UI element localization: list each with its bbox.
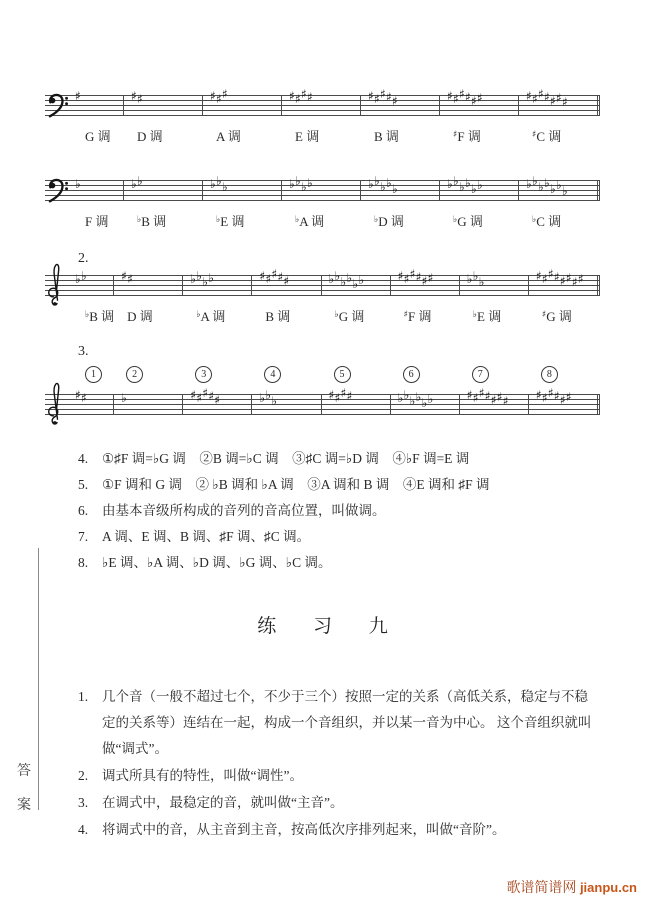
key-signature-cell (114, 369, 183, 415)
key-signature-accidentals (210, 173, 228, 194)
flat-accidental-icon: ♭ (409, 394, 416, 408)
sharp-accidental-icon: ♯ (565, 390, 572, 404)
exercise-list (45, 684, 600, 843)
accidental-prefix: ♭ (196, 310, 201, 320)
sharp-accidental-icon: ♯ (386, 90, 392, 104)
sharp-accidental-icon: ♯ (368, 89, 374, 103)
key-signature-accidentals (328, 386, 353, 405)
key-signature-accidentals (397, 267, 434, 288)
key-signature-cell (282, 174, 361, 229)
sharp-accidental-icon: ♯ (541, 391, 548, 405)
flat-accidental-icon: ♭ (544, 176, 550, 190)
flat-accidental-icon: ♭ (478, 275, 485, 289)
sharp-accidental-icon: ♯ (553, 389, 560, 403)
key-signature-cell (45, 89, 124, 144)
sharp-accidental-icon: ♯ (541, 272, 548, 286)
sharp-accidental-icon: ♯ (271, 267, 278, 281)
exercise-line (45, 684, 600, 762)
sharp-accidental-icon: ♯ (346, 389, 353, 403)
key-label: ♭A 调 (295, 214, 325, 229)
flat-accidental-icon: ♭ (465, 176, 471, 190)
staves (45, 87, 600, 420)
answer-line (45, 554, 600, 571)
sharp-accidental-icon: ♯ (216, 92, 222, 106)
line-text: 几个音（一般不超过七个，不少于三个）按照一定的关系（高低关系，稳定与不稳定的关系等）连结在一起，构成一个音组织，并以某一音为中心。 这个音组织就叫做“调式”。 (102, 689, 592, 756)
key-signature-cell (322, 369, 391, 415)
key-signature-cell (440, 87, 519, 144)
margin-rule (38, 548, 39, 810)
sharp-accidental-icon: ♯ (289, 89, 295, 103)
flat-accidental-icon: ♭ (222, 180, 228, 194)
accidental-prefix: ♯ (403, 310, 408, 320)
key-signature-cell (391, 369, 460, 415)
line-number: 2. (78, 768, 89, 783)
flat-accidental-icon: ♭ (471, 182, 477, 196)
flat-accidental-icon: ♭ (447, 177, 453, 191)
sharp-accidental-icon: ♯ (307, 90, 313, 104)
key-signature-accidentals (535, 386, 572, 407)
flat-accidental-icon: ♭ (334, 269, 341, 283)
sharp-accidental-icon: ♯ (214, 393, 221, 407)
flat-accidental-icon: ♭ (562, 184, 568, 198)
musical-staff (45, 87, 600, 144)
key-label: B 调 (265, 309, 291, 324)
flat-accidental-icon: ♭ (374, 174, 380, 188)
sharp-accidental-icon: ♯ (472, 391, 479, 405)
sharp-accidental-icon: ♯ (471, 94, 477, 108)
sharp-accidental-icon: ♯ (409, 267, 416, 281)
line-number: 4. (78, 822, 89, 837)
flat-accidental-icon: ♭ (196, 269, 202, 283)
sharp-accidental-icon: ♯ (562, 95, 568, 109)
line-text: ①F 调和 G 调 ② ♭B 调和 ♭A 调 ③A 调和 B 调 ④E 调和 ♯F 调 (102, 477, 490, 492)
key-signature-cell (440, 174, 519, 229)
key-label: F 调 (85, 214, 109, 229)
answers-sidebar-label (14, 760, 34, 828)
key-label: ♯F 调 (453, 129, 481, 144)
key-label: ♯G 调 (541, 309, 572, 324)
key-signature-accidentals (75, 88, 81, 103)
sharp-accidental-icon: ♯ (535, 388, 542, 402)
bass-clef-icon (46, 177, 70, 204)
sharp-accidental-icon: ♯ (577, 272, 584, 286)
sharp-accidental-icon: ♯ (547, 386, 554, 400)
line-number: 3. (78, 795, 89, 810)
sharp-accidental-icon: ♯ (484, 389, 491, 403)
sharp-accidental-icon: ♯ (556, 91, 562, 105)
sharp-accidental-icon: ♯ (553, 270, 560, 284)
watermark-site-url: jianpu.cn (579, 880, 637, 895)
flat-accidental-icon: ♭ (453, 174, 459, 188)
flat-accidental-icon: ♭ (532, 174, 538, 188)
bass-clef-icon (46, 92, 70, 119)
key-signature-cell (361, 87, 440, 144)
line-text: 由基本音级所构成的音列的音高位置，叫做调。 (102, 503, 386, 518)
sharp-accidental-icon: ♯ (478, 386, 485, 400)
sharp-accidental-icon: ♯ (466, 388, 473, 402)
sharp-accidental-icon: ♯ (127, 272, 133, 286)
flat-accidental-icon: ♭ (340, 275, 347, 289)
key-signature-accidentals (259, 267, 290, 288)
sharp-accidental-icon: ♯ (459, 87, 465, 101)
sharp-accidental-icon: ♯ (190, 388, 197, 402)
key-label: ♯C 调 (532, 129, 562, 144)
sharp-accidental-icon: ♯ (447, 89, 453, 103)
sharp-accidental-icon: ♯ (502, 394, 509, 408)
accidental-prefix: ♯ (532, 130, 537, 140)
flat-accidental-icon: ♭ (216, 174, 222, 188)
list-item-number: 3. (78, 344, 89, 359)
key-signature-accidentals (131, 173, 143, 191)
key-signature-accidentals (368, 173, 398, 196)
key-signature-accidentals (368, 87, 398, 108)
line-text: 调式所具有的特性，叫做“调性”。 (102, 768, 303, 783)
key-signature-accidentals (75, 268, 87, 286)
line-text: 将调式中的音，从主音到主音，按高低次序排列起来，叫做“音阶”。 (102, 822, 506, 837)
circled-number: 3 (195, 366, 212, 383)
key-signature-accidentals (466, 268, 485, 289)
key-label: ♭G 调 (334, 309, 365, 324)
key-label: ♭G 调 (453, 214, 483, 229)
sharp-accidental-icon: ♯ (301, 87, 307, 101)
sharp-accidental-icon: ♯ (465, 90, 471, 104)
sharp-accidental-icon: ♯ (222, 87, 228, 101)
sharp-accidental-icon: ♯ (283, 274, 290, 288)
sharp-accidental-icon: ♯ (81, 391, 87, 405)
key-signature-accidentals (447, 87, 483, 108)
sharp-accidental-icon: ♯ (340, 386, 347, 400)
sharp-accidental-icon: ♯ (259, 269, 266, 283)
flat-accidental-icon: ♭ (208, 271, 214, 285)
accidental-prefix: ♭ (216, 215, 221, 225)
key-signature-cell (252, 267, 321, 324)
key-label: ♭E 调 (472, 309, 502, 324)
key-signature-cell (519, 87, 600, 144)
watermark-site-name: 歌谱简谱网 (506, 881, 577, 896)
answer-line (45, 450, 600, 467)
flat-accidental-icon: ♭ (358, 273, 365, 287)
flat-accidental-icon: ♭ (121, 391, 127, 405)
key-signature-cell (45, 269, 115, 324)
key-label: E 调 (295, 129, 320, 144)
sharp-accidental-icon: ♯ (547, 267, 554, 281)
sharp-accidental-icon: ♯ (526, 89, 532, 103)
sharp-accidental-icon: ♯ (75, 388, 81, 402)
line-text: 在调式中，最稳定的音，就叫做“主音”。 (102, 795, 344, 810)
key-signature-cell (391, 267, 460, 324)
key-label: ♭E 调 (216, 214, 245, 229)
sharp-accidental-icon: ♯ (131, 89, 137, 103)
answers-char-bottom: 案 (17, 798, 31, 813)
flat-accidental-icon: ♭ (202, 275, 208, 289)
sharp-accidental-icon: ♯ (544, 90, 550, 104)
key-label: ♭A 调 (196, 309, 226, 324)
key-label: G 调 (85, 129, 111, 144)
staff-system (45, 369, 600, 420)
accidental-prefix: ♯ (541, 310, 547, 320)
watermark (506, 877, 637, 897)
sharp-accidental-icon: ♯ (532, 92, 538, 106)
key-signature-cell (252, 369, 321, 415)
flat-accidental-icon: ♭ (421, 396, 428, 410)
answers-char-top: 答 (17, 764, 31, 779)
flat-accidental-icon: ♭ (466, 272, 473, 286)
key-signature-cell (460, 369, 529, 415)
exercise-line (45, 817, 600, 843)
flat-accidental-icon: ♭ (472, 269, 479, 283)
sharp-accidental-icon: ♯ (559, 393, 566, 407)
line-number: 1. (78, 689, 89, 704)
section-heading: 练 习 九 (257, 616, 404, 637)
flat-accidental-icon: ♭ (427, 392, 434, 406)
key-signature-cell (519, 174, 600, 229)
key-signature-accidentals (397, 387, 434, 410)
key-signature-accidentals (259, 387, 278, 408)
exercise-line (45, 763, 600, 789)
accidental-prefix: ♭ (532, 215, 537, 225)
sharp-accidental-icon: ♯ (277, 270, 284, 284)
exercise-line (45, 790, 600, 816)
sharp-accidental-icon: ♯ (550, 94, 556, 108)
flat-accidental-icon: ♭ (190, 272, 196, 286)
sharp-accidental-icon: ♯ (565, 271, 572, 285)
accidental-prefix: ♭ (374, 215, 379, 225)
line-number: 4. (78, 451, 89, 466)
key-signature-cell (203, 87, 282, 144)
key-signature-accidentals (121, 268, 133, 286)
accidental-prefix: ♭ (295, 215, 300, 225)
flat-accidental-icon: ♭ (271, 394, 278, 408)
sharp-accidental-icon: ♯ (265, 272, 272, 286)
key-label: B 调 (374, 129, 399, 144)
treble-clef-icon (45, 380, 64, 430)
key-signature-accidentals (75, 173, 81, 191)
key-signature-cell (361, 174, 440, 229)
flat-accidental-icon: ♭ (556, 178, 562, 192)
musical-staff (45, 267, 600, 324)
key-label: A 调 (216, 129, 241, 144)
key-label: D 调 (137, 129, 163, 144)
sharp-accidental-icon: ♯ (210, 89, 216, 103)
key-signature-cell (282, 87, 361, 144)
flat-accidental-icon: ♭ (550, 182, 556, 196)
staff-system (45, 174, 600, 229)
answer-line (45, 502, 600, 519)
sharp-accidental-icon: ♯ (535, 269, 542, 283)
key-signature-accidentals (526, 87, 568, 109)
flat-accidental-icon: ♭ (392, 182, 398, 196)
answer-line (45, 528, 600, 545)
flat-accidental-icon: ♭ (265, 388, 272, 402)
sharp-accidental-icon: ♯ (421, 274, 428, 288)
accidental-prefix: ♭ (137, 215, 142, 225)
key-signature-accidentals (190, 268, 214, 289)
flat-accidental-icon: ♭ (210, 177, 216, 191)
key-signature-accidentals (447, 173, 483, 196)
key-signature-cell (45, 369, 114, 415)
circled-number: 8 (541, 366, 558, 383)
sharp-accidental-icon: ♯ (75, 89, 81, 103)
flat-accidental-icon: ♭ (75, 272, 81, 286)
line-text: A 调、E 调、B 调、♯F 调、♯C 调。 (102, 529, 311, 544)
flat-accidental-icon: ♭ (307, 176, 313, 190)
key-signature-accidentals (75, 387, 87, 405)
line-number: 7. (78, 529, 89, 544)
line-text: ①♯F 调=♭G 调 ②B 调=♭C 调 ③♯C 调=♭D 调 ④♭F 调=E 调 (102, 451, 470, 466)
key-signature-cell (322, 269, 391, 324)
key-label: ♭B 调 (137, 214, 167, 229)
flat-accidental-icon: ♭ (380, 180, 386, 194)
sharp-accidental-icon: ♯ (415, 270, 422, 284)
circled-number: 1 (85, 366, 102, 383)
circled-number: 6 (403, 366, 420, 383)
staff-system (45, 87, 600, 144)
key-signature-cell (183, 269, 252, 324)
key-signature-cell (203, 174, 282, 229)
sharp-accidental-icon: ♯ (571, 275, 578, 289)
sharp-accidental-icon: ♯ (137, 92, 143, 106)
key-signature-cell (124, 89, 203, 144)
key-signature-accidentals (328, 268, 365, 291)
circled-number: 2 (126, 366, 143, 383)
flat-accidental-icon: ♭ (403, 388, 410, 402)
flat-accidental-icon: ♭ (397, 391, 404, 405)
flat-accidental-icon: ♭ (289, 177, 295, 191)
sharp-accidental-icon: ♯ (334, 391, 341, 405)
flat-accidental-icon: ♭ (346, 271, 353, 285)
staff-system (45, 267, 600, 324)
key-signature-accidentals (289, 87, 313, 106)
flat-accidental-icon: ♭ (352, 277, 359, 291)
circled-number: 7 (472, 366, 489, 383)
sharp-accidental-icon: ♯ (490, 393, 497, 407)
flat-accidental-icon: ♭ (415, 390, 422, 404)
flat-accidental-icon: ♭ (295, 174, 301, 188)
sharp-accidental-icon: ♯ (374, 92, 380, 106)
key-signature-cell (460, 269, 529, 324)
key-signature-accidentals (121, 387, 127, 405)
key-signature-cell (124, 174, 203, 229)
sharp-accidental-icon: ♯ (202, 386, 209, 400)
sharp-accidental-icon: ♯ (559, 274, 566, 288)
flat-accidental-icon: ♭ (459, 180, 465, 194)
circled-number: 4 (264, 366, 281, 383)
flat-accidental-icon: ♭ (526, 177, 532, 191)
key-signature-cell (45, 177, 124, 229)
accidental-prefix: ♭ (334, 310, 339, 320)
flat-accidental-icon: ♭ (81, 269, 87, 283)
key-label: D 调 (127, 309, 153, 324)
answer-line (45, 476, 600, 493)
musical-staff (45, 369, 600, 415)
line-text: ♭E 调、♭A 调、♭D 调、♭G 调、♭C 调。 (102, 555, 332, 570)
key-signature-cell (183, 369, 252, 415)
sharp-accidental-icon: ♯ (328, 388, 335, 402)
sharp-accidental-icon: ♯ (403, 272, 410, 286)
key-signature-cell (529, 267, 600, 324)
sharp-accidental-icon: ♯ (121, 269, 127, 283)
sharp-accidental-icon: ♯ (392, 94, 398, 108)
answer-list (45, 450, 600, 571)
key-signature-accidentals (190, 386, 221, 407)
line-number: 8. (78, 555, 89, 570)
key-label: ♭D 调 (374, 214, 404, 229)
sharp-accidental-icon: ♯ (208, 389, 215, 403)
accidental-prefix: ♭ (453, 215, 458, 225)
circled-number: 5 (334, 366, 351, 383)
flat-accidental-icon: ♭ (538, 180, 544, 194)
key-signature-accidentals (466, 386, 509, 408)
musical-staff (45, 174, 600, 229)
flat-accidental-icon: ♭ (386, 176, 392, 190)
key-label: ♯F 调 (403, 309, 432, 324)
sharp-accidental-icon: ♯ (477, 91, 483, 105)
sharp-accidental-icon: ♯ (453, 92, 459, 106)
sharp-accidental-icon: ♯ (496, 390, 503, 404)
list-item-number: 2. (78, 251, 89, 266)
treble-clef-icon (45, 261, 64, 311)
flat-accidental-icon: ♭ (259, 391, 266, 405)
flat-accidental-icon: ♭ (477, 178, 483, 192)
line-number: 5. (78, 477, 89, 492)
key-signature-accidentals (210, 87, 228, 106)
key-signature-cell (529, 369, 600, 415)
key-label: ♭B 调 (85, 309, 115, 324)
sharp-accidental-icon: ♯ (427, 271, 434, 285)
sharp-accidental-icon: ♯ (295, 92, 301, 106)
key-signature-accidentals (289, 173, 313, 194)
sharp-accidental-icon: ♯ (196, 391, 203, 405)
flat-accidental-icon: ♭ (301, 180, 307, 194)
key-signature-cell (114, 269, 183, 324)
sharp-accidental-icon: ♯ (397, 269, 404, 283)
flat-accidental-icon: ♭ (131, 177, 137, 191)
accidental-prefix: ♭ (472, 310, 477, 320)
sharp-accidental-icon: ♯ (538, 87, 544, 101)
key-signature-accidentals (526, 173, 568, 198)
flat-accidental-icon: ♭ (137, 174, 143, 188)
accidental-prefix: ♯ (453, 130, 458, 140)
key-signature-accidentals (131, 88, 143, 106)
flat-accidental-icon: ♭ (75, 177, 81, 191)
line-number: 6. (78, 503, 89, 518)
key-label: ♭C 调 (532, 214, 562, 229)
flat-accidental-icon: ♭ (328, 272, 335, 286)
sharp-accidental-icon: ♯ (380, 87, 386, 101)
key-signature-accidentals (535, 267, 584, 289)
accidental-prefix: ♭ (85, 310, 90, 320)
flat-accidental-icon: ♭ (368, 177, 374, 191)
